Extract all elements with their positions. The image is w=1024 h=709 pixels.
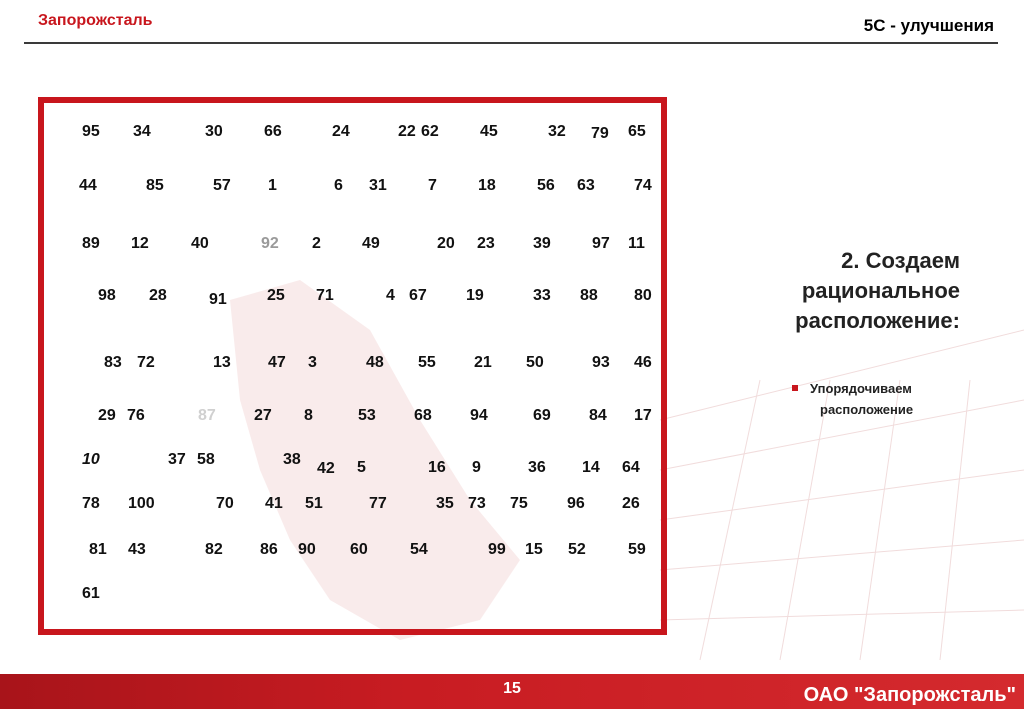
number-label: 54 bbox=[410, 541, 428, 558]
step-heading-line: 2. Создаем bbox=[841, 248, 960, 273]
number-label: 76 bbox=[127, 407, 145, 424]
number-label: 46 bbox=[634, 354, 652, 371]
number-label: 55 bbox=[418, 354, 436, 371]
header-divider bbox=[24, 42, 998, 44]
number-label: 97 bbox=[592, 235, 610, 252]
brand-title: Запорожсталь bbox=[38, 12, 153, 29]
number-label: 49 bbox=[362, 235, 380, 252]
number-label: 51 bbox=[305, 495, 323, 512]
number-label: 96 bbox=[567, 495, 585, 512]
number-label: 15 bbox=[525, 541, 543, 558]
bullet-square-icon bbox=[792, 385, 798, 391]
number-label: 82 bbox=[205, 541, 223, 558]
number-label: 70 bbox=[216, 495, 234, 512]
number-label: 94 bbox=[470, 407, 488, 424]
step-heading bbox=[700, 246, 960, 336]
number-label: 61 bbox=[82, 585, 100, 602]
number-label: 39 bbox=[533, 235, 551, 252]
step-heading-line: расположение: bbox=[795, 308, 960, 333]
number-label: 88 bbox=[580, 287, 598, 304]
number-label: 77 bbox=[369, 495, 387, 512]
number-label: 93 bbox=[592, 354, 610, 371]
number-label: 86 bbox=[260, 541, 278, 558]
number-label: 24 bbox=[332, 123, 350, 140]
bullet-item bbox=[792, 378, 962, 420]
number-label: 67 bbox=[409, 287, 427, 304]
number-label: 100 bbox=[128, 495, 155, 512]
number-label: 60 bbox=[350, 541, 368, 558]
company-name: ОАО "Запорожсталь" bbox=[803, 684, 1016, 706]
number-label: 84 bbox=[589, 407, 607, 424]
number-label: 22 bbox=[398, 123, 416, 140]
number-label: 43 bbox=[128, 541, 146, 558]
number-label: 26 bbox=[622, 495, 640, 512]
number-label: 30 bbox=[205, 123, 223, 140]
number-label: 85 bbox=[146, 177, 164, 194]
number-label: 89 bbox=[82, 235, 100, 252]
step-heading-line: рациональное bbox=[801, 278, 960, 303]
number-label: 5 bbox=[357, 459, 366, 476]
number-label: 38 bbox=[283, 451, 301, 468]
number-label: 92 bbox=[261, 235, 279, 252]
number-label: 65 bbox=[628, 123, 646, 140]
number-label: 80 bbox=[634, 287, 652, 304]
number-label: 99 bbox=[488, 541, 506, 558]
section-title: 5С - улучшения bbox=[863, 16, 994, 35]
number-label: 29 bbox=[98, 407, 116, 424]
number-label: 53 bbox=[358, 407, 376, 424]
number-label: 44 bbox=[79, 177, 97, 194]
number-label: 91 bbox=[209, 291, 227, 308]
number-label: 32 bbox=[548, 123, 566, 140]
number-label: 23 bbox=[477, 235, 495, 252]
number-label: 2 bbox=[312, 235, 321, 252]
number-label: 45 bbox=[480, 123, 498, 140]
number-label: 58 bbox=[197, 451, 215, 468]
number-label: 66 bbox=[264, 123, 282, 140]
number-label: 34 bbox=[133, 123, 151, 140]
number-label: 63 bbox=[577, 177, 595, 194]
number-label: 83 bbox=[104, 354, 122, 371]
number-label: 75 bbox=[510, 495, 528, 512]
number-label: 16 bbox=[428, 459, 446, 476]
number-label: 71 bbox=[316, 287, 334, 304]
number-label: 50 bbox=[526, 354, 544, 371]
number-label: 68 bbox=[414, 407, 432, 424]
number-label: 52 bbox=[568, 541, 586, 558]
number-label: 72 bbox=[137, 354, 155, 371]
number-label: 3 bbox=[308, 354, 317, 371]
number-label: 95 bbox=[82, 123, 100, 140]
number-label: 28 bbox=[149, 287, 167, 304]
number-label: 6 bbox=[334, 177, 343, 194]
number-label: 98 bbox=[98, 287, 116, 304]
number-label: 56 bbox=[537, 177, 555, 194]
number-label: 79 bbox=[591, 125, 609, 142]
bullet-text-line: Упорядочиваем bbox=[810, 381, 912, 396]
number-label: 87 bbox=[198, 407, 216, 424]
number-label: 11 bbox=[628, 235, 645, 252]
number-label: 9 bbox=[472, 459, 481, 476]
number-label: 27 bbox=[254, 407, 272, 424]
number-label: 78 bbox=[82, 495, 100, 512]
number-label: 69 bbox=[533, 407, 551, 424]
number-label: 35 bbox=[436, 495, 454, 512]
number-label: 33 bbox=[533, 287, 551, 304]
number-label: 37 bbox=[168, 451, 186, 468]
number-label: 62 bbox=[421, 123, 439, 140]
number-label: 17 bbox=[634, 407, 652, 424]
number-label: 48 bbox=[366, 354, 384, 371]
number-label: 40 bbox=[191, 235, 209, 252]
number-label: 73 bbox=[468, 495, 486, 512]
number-label: 21 bbox=[474, 354, 492, 371]
number-label: 20 bbox=[437, 235, 455, 252]
number-label: 1 bbox=[268, 177, 277, 194]
number-label: 31 bbox=[369, 177, 387, 194]
number-label: 10 bbox=[82, 451, 100, 468]
number-label: 74 bbox=[634, 177, 652, 194]
number-label: 13 bbox=[213, 354, 231, 371]
number-label: 18 bbox=[478, 177, 496, 194]
page-number: 15 bbox=[503, 680, 521, 697]
number-label: 36 bbox=[528, 459, 546, 476]
number-label: 14 bbox=[582, 459, 600, 476]
number-label: 41 bbox=[265, 495, 283, 512]
bullet-text-line: расположение bbox=[820, 402, 914, 417]
number-label: 81 bbox=[89, 541, 107, 558]
number-label: 57 bbox=[213, 177, 231, 194]
number-label: 59 bbox=[628, 541, 646, 558]
number-label: 25 bbox=[267, 287, 285, 304]
number-label: 8 bbox=[304, 407, 313, 424]
number-label: 42 bbox=[317, 460, 335, 477]
number-label: 47 bbox=[268, 354, 286, 371]
number-label: 12 bbox=[131, 235, 149, 252]
number-label: 64 bbox=[622, 459, 640, 476]
number-label: 19 bbox=[466, 287, 484, 304]
number-label: 7 bbox=[428, 177, 437, 194]
number-label: 90 bbox=[298, 541, 316, 558]
number-label: 4 bbox=[386, 287, 395, 304]
